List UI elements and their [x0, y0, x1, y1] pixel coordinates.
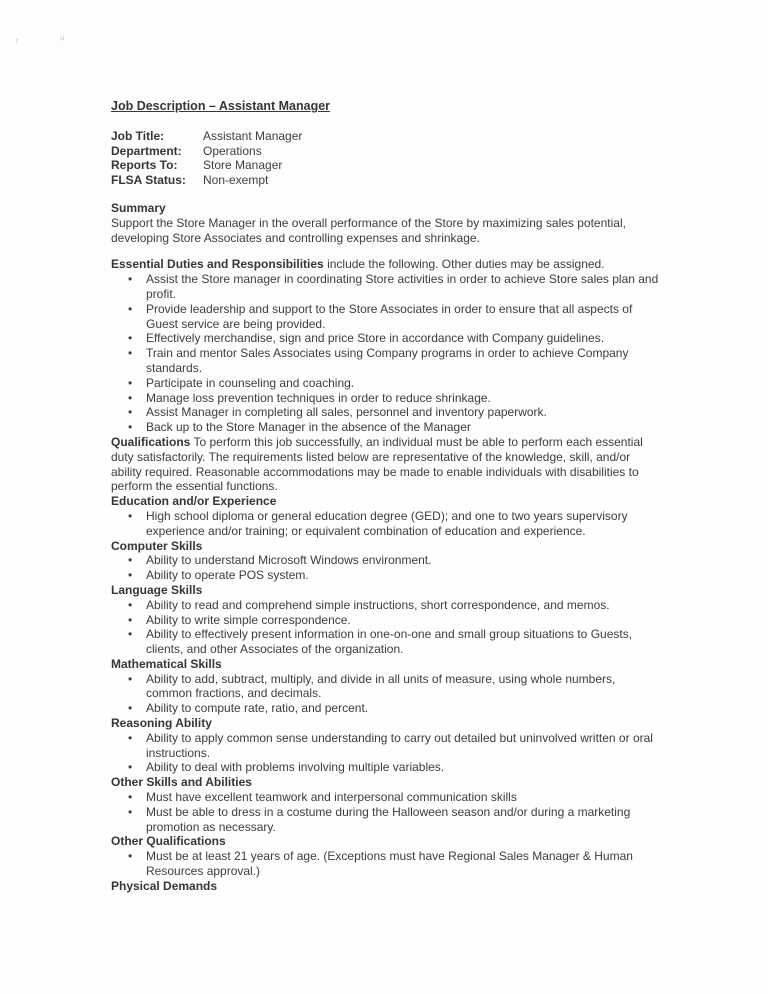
section-heading: Computer Skills — [111, 538, 203, 553]
info-row-flsa-status — [111, 173, 663, 188]
list-item: • Ability to understand Microsoft Windows environment. — [111, 553, 663, 568]
scan-speck: u — [59, 32, 65, 43]
page-title: Job Description – Assistant Manager — [111, 99, 331, 113]
job-info-block — [111, 129, 663, 188]
list-item: • Must have excellent teamwork and interpersonal communication skills — [111, 790, 663, 805]
section-heading: Other Qualifications — [111, 834, 226, 849]
info-value: Non-exempt — [203, 173, 269, 188]
list-item: • Ability to operate POS system. — [111, 568, 663, 583]
section-heading: Education and/or Experience — [111, 494, 277, 509]
document-body — [111, 99, 663, 894]
info-value: Operations — [203, 143, 262, 158]
duties-lead-text: include the following. Other duties may be assigned. — [323, 257, 605, 272]
section-heading: Reasoning Ability — [111, 716, 212, 731]
list-item: • Manage loss prevention techniques in order to reduce shrinkage. — [111, 391, 663, 406]
list-item: • Train and mentor Sales Associates using Company programs in order to achieve Company standards. — [111, 346, 663, 376]
list-item: • Ability to write simple correspondence. — [111, 613, 663, 628]
info-value: Store Manager — [203, 158, 283, 173]
bullet-list — [111, 598, 663, 657]
bullet-list — [111, 553, 663, 583]
scan-speck: r — [15, 35, 20, 46]
section-heading: Other Skills and Abilities — [111, 775, 252, 790]
summary-paragraph: Support the Store Manager in the overall performance of the Store by maximizing sales potential, developing Store Associates and controlling expenses and shrinkage. — [111, 215, 626, 245]
list-item: • Ability to compute rate, ratio, and percent. — [111, 701, 663, 716]
list-item: • Must be able to dress in a costume during the Halloween season and/or during a marketing promotion as necessary. — [111, 805, 663, 835]
list-item: • Assist Manager in completing all sales, personnel and inventory paperwork. — [111, 405, 663, 420]
section-heading: Language Skills — [111, 582, 203, 597]
qualifications-text: To perform this job successfully, an individual must be able to perform each essential duty satisfactorily. The requirements listed below are representative of the knowledge, skill, and/or ability required. Reasonable accommodations may be made to enable individuals with disabilities to perform the essential functions. — [111, 434, 643, 494]
list-item: • Participate in counseling and coaching. — [111, 376, 663, 391]
section-heading: Physical Demands — [111, 878, 218, 893]
list-item: • Must be at least 21 years of age. (Exceptions must have Regional Sales Manager & Human Resources approval.) — [111, 849, 663, 879]
section-heading: Mathematical Skills — [111, 656, 222, 671]
bullet-list — [111, 849, 663, 879]
qualifications-heading: Qualifications — [111, 434, 191, 449]
info-label: FLSA Status: — [111, 173, 186, 188]
duties-bullet-list — [111, 272, 663, 435]
bullet-list — [111, 790, 663, 834]
list-item: • Ability to apply common sense understanding to carry out detailed but uninvolved written or oral instructions. — [111, 731, 663, 761]
list-item: • High school diploma or general education degree (GED); and one to two years supervisory experience and/or training; or equivalent combination of education and experience. — [111, 509, 663, 539]
duties-heading: Essential Duties and Responsibilities — [111, 257, 324, 272]
bullet-list — [111, 672, 663, 716]
info-label: Reports To: — [111, 158, 178, 173]
list-item: • Provide leadership and support to the Store Associates in order to ensure that all aspects of Guest service are being provided. — [111, 302, 663, 332]
list-item: • Ability to add, subtract, multiply, and divide in all units of measure, using whole numbers, common fractions, and decimals. — [111, 672, 663, 702]
duties-lead-paragraph — [111, 257, 663, 272]
list-item: • Ability to read and comprehend simple instructions, short correspondence, and memos. — [111, 598, 663, 613]
info-label: Department: — [111, 143, 182, 158]
section-heading-summary: Summary — [111, 200, 166, 215]
skills-sections-container — [111, 494, 663, 894]
list-item: • Back up to the Store Manager in the absence of the Manager — [111, 420, 663, 435]
info-row-reports-to — [111, 158, 663, 173]
info-value: Assistant Manager — [203, 128, 303, 143]
bullet-list — [111, 509, 663, 539]
list-item: • Ability to deal with problems involving multiple variables. — [111, 760, 663, 775]
info-row-department — [111, 144, 663, 159]
info-label: Job Title: — [111, 128, 165, 143]
qualifications-paragraph — [111, 435, 663, 494]
list-item: • Ability to effectively present information in one-on-one and small group situations to Guests, clients, and other Associates of the organization. — [111, 627, 663, 657]
bullet-list — [111, 731, 663, 775]
list-item: • Effectively merchandise, sign and price Store in accordance with Company guidelines. — [111, 331, 663, 346]
list-item: • Assist the Store manager in coordinating Store activities in order to achieve Store sales plan and profit. — [111, 272, 663, 302]
info-row-job-title — [111, 129, 663, 144]
